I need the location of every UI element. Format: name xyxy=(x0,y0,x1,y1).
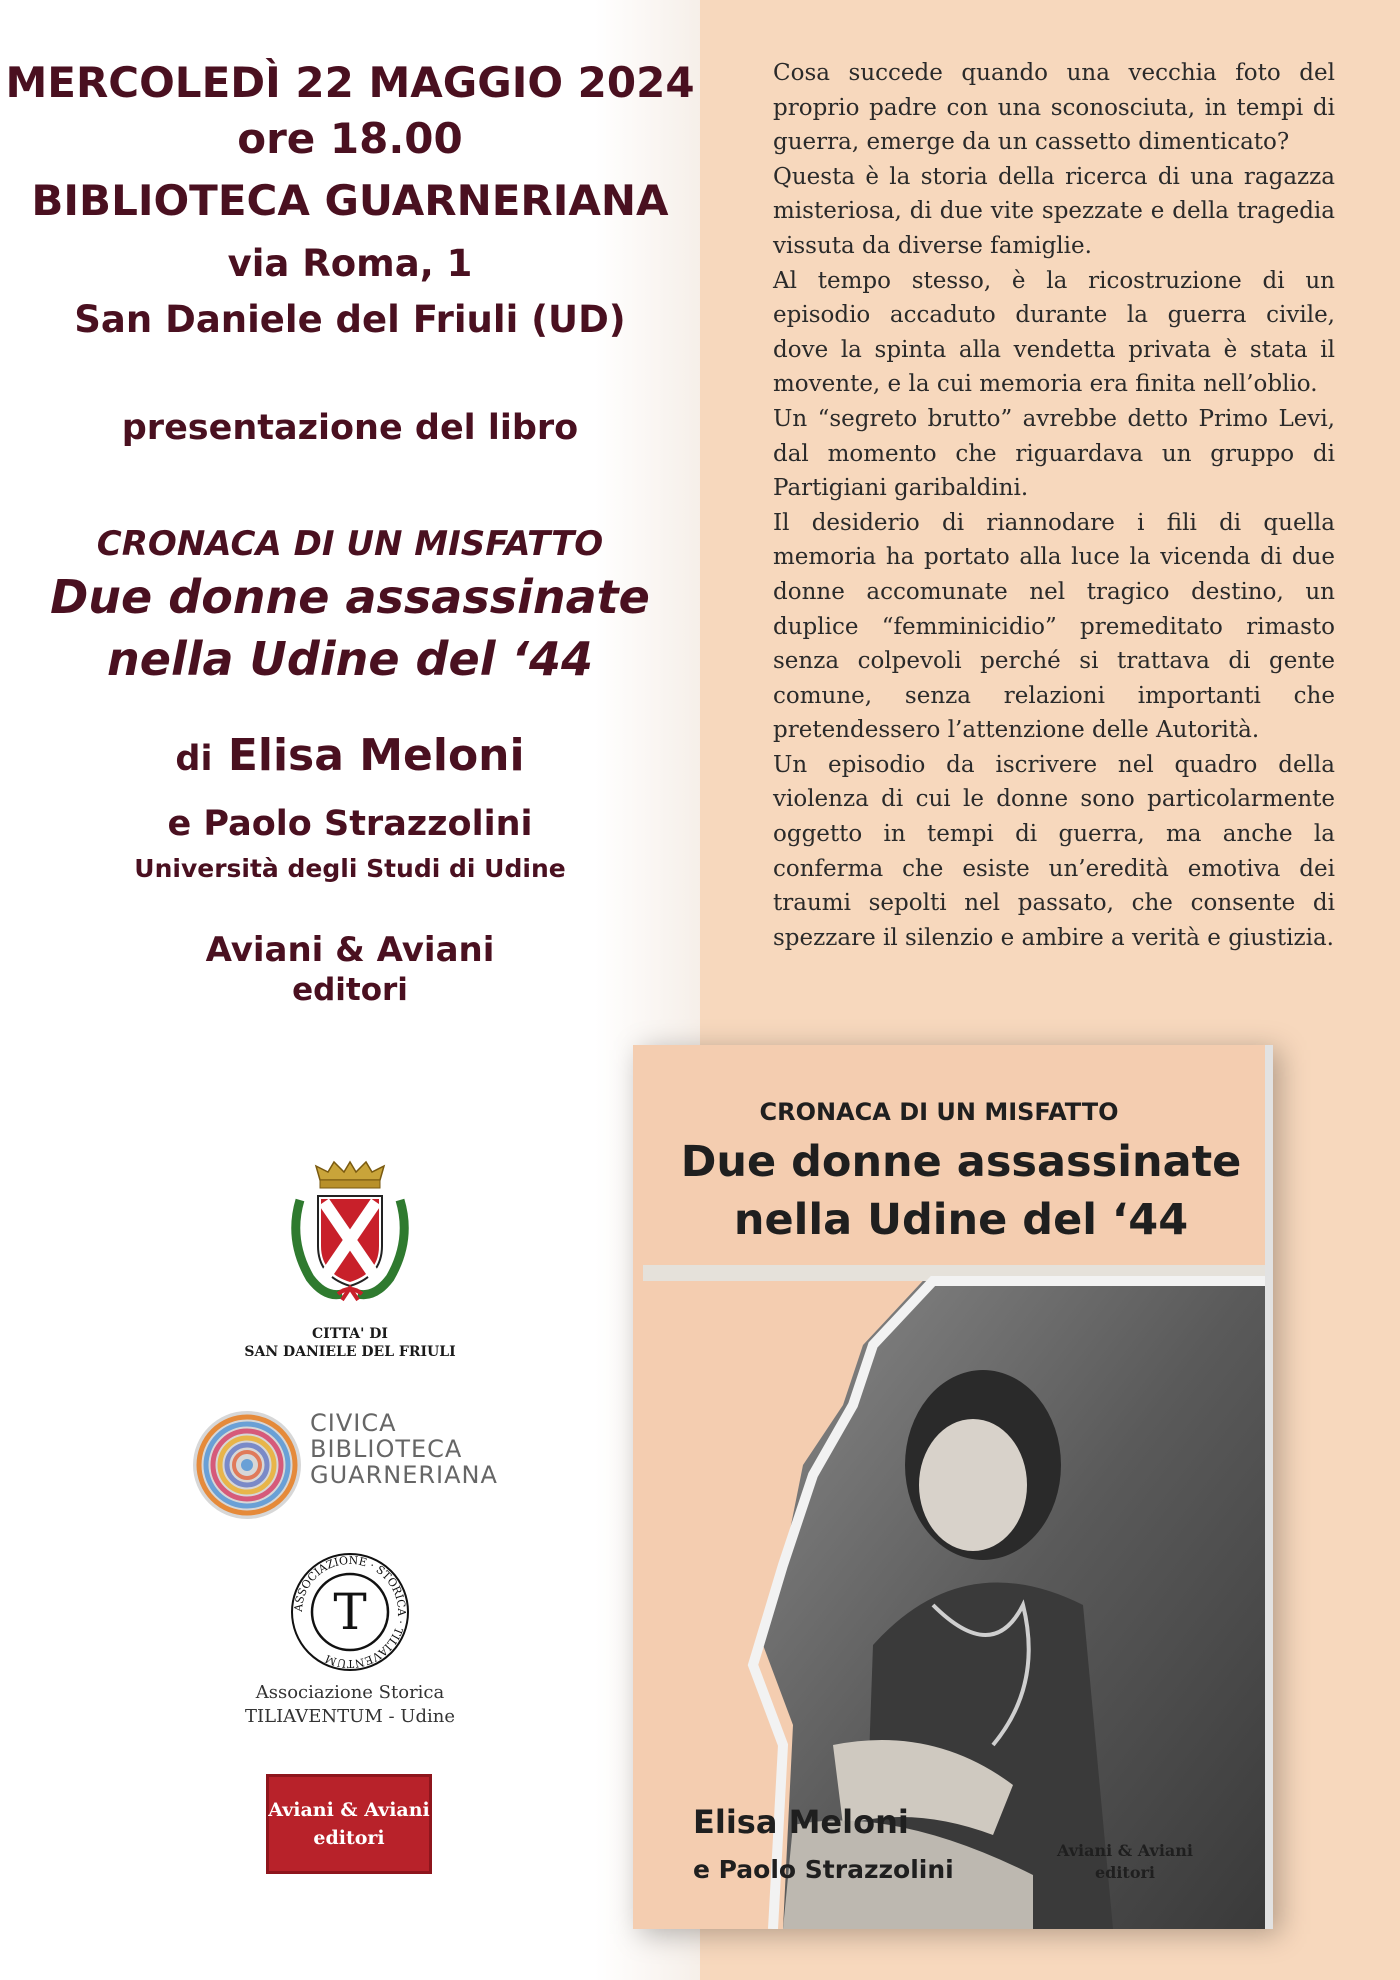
description-paragraph: Cosa succede quando una vecchia foto del proprio padre con una sconosciuta, in tempi di guerra, emerge da un cassetto dimenticato? xyxy=(773,60,1335,156)
event-date: MERCOLEDÌ 22 MAGGIO 2024 xyxy=(5,58,695,107)
cover-series: CRONACA DI UN MISFATTO xyxy=(759,1098,1119,1126)
comune-caption-line1: CITTA' DI xyxy=(312,1326,388,1342)
aviani-logo-line2: editori xyxy=(313,1827,385,1849)
publisher-line2: editori xyxy=(292,972,408,1008)
aviani-publisher-logo xyxy=(266,1774,432,1874)
book-series: CRONACA DI UN MISFATTO xyxy=(96,524,604,564)
presentation-label: presentazione del libro xyxy=(121,408,579,448)
assoc-caption-line1: Associazione Storica xyxy=(255,1682,445,1703)
biblioteca-line2: BIBLIOTECA xyxy=(310,1435,463,1463)
author-affiliation: Università degli Studi di Udine xyxy=(134,854,566,883)
author1-name: Elisa Meloni xyxy=(227,730,525,781)
author-by: di xyxy=(175,739,213,779)
biblioteca-line3: GUARNERIANA xyxy=(310,1461,498,1489)
event-venue: BIBLIOTECA GUARNERIANA xyxy=(31,176,669,225)
description-paragraph: Un “segreto brutto” avrebbe detto Primo Levi, dal momento che riguardava un gruppo di Partigiani garibaldini. xyxy=(773,405,1335,502)
assoc-letter: T xyxy=(333,1583,367,1641)
cover-publisher-line2: editori xyxy=(1094,1863,1155,1882)
event-city: San Daniele del Friuli (UD) xyxy=(74,298,626,341)
assoc-caption-line2: TILIAVENTUM - Udine xyxy=(245,1706,455,1727)
associazione-storica-logo-icon xyxy=(288,1550,412,1674)
aviani-logo-line1: Aviani & Aviani xyxy=(268,1799,430,1821)
book-title-line2: nella Udine del ‘44 xyxy=(107,632,593,686)
description-paragraph: Il desiderio di riannodare i fili di quella memoria ha portato alla luce la vicenda di due donne accomunate nel tragico destino, un duplice “femminicidio” premeditato rimasto senza colpevoli perché si trattava di gente comune, senza relazioni importanti che pretendessero l’attenzione delle Autorità. xyxy=(773,509,1335,744)
author-line xyxy=(0,730,700,781)
description-paragraph: Al tempo stesso, è la ricostruzione di un episodio accaduto durante la guerra civile, dove la spinta alla vendetta privata è stata il movente, e la cui memoria era finita nell’oblio. xyxy=(773,267,1335,398)
comune-caption-line2: SAN DANIELE DEL FRIULI xyxy=(244,1344,456,1360)
book-description xyxy=(773,56,1335,955)
book-cover xyxy=(633,1045,1273,1929)
event-time: ore 18.00 xyxy=(237,114,463,163)
cover-title-line2: nella Udine del ‘44 xyxy=(733,1195,1189,1245)
assoc-ring-text: ASSOCIAZIONE · STORICA · TILIAVENTUM xyxy=(291,1553,409,1671)
cover-publisher-line1: Aviani & Aviani xyxy=(1056,1841,1194,1860)
cover-title-line1: Due donne assassinate xyxy=(680,1137,1242,1187)
publisher-line1: Aviani & Aviani xyxy=(205,930,495,970)
description-paragraph: Un episodio da iscrivere nel quadro della violenza di cui le donne sono particolarmente oggetto in tempi di guerra, ma anche la conferma che esiste un’eredità emotiva dei traumi sepolti nel passato, che consente di spezzare il silenzio e ambire a verità e giustizia. xyxy=(773,751,1335,951)
event-street: via Roma, 1 xyxy=(227,242,473,285)
author2-name: e Paolo Strazzolini xyxy=(167,804,533,844)
cover-author1: Elisa Meloni xyxy=(693,1803,909,1841)
biblioteca-logo-text xyxy=(310,1410,498,1488)
biblioteca-line1: CIVICA xyxy=(310,1409,397,1437)
comune-coat-of-arms-icon xyxy=(280,1160,420,1320)
cover-author2: e Paolo Strazzolini xyxy=(693,1855,954,1884)
biblioteca-spiral-icon xyxy=(192,1410,302,1520)
description-paragraph: Questa è la storia della ricerca di una ragazza misteriosa, di due vite spezzate e della tragedia vissuta da diverse famiglie. xyxy=(773,163,1335,259)
book-title-line1: Due donne assassinate xyxy=(50,570,650,624)
